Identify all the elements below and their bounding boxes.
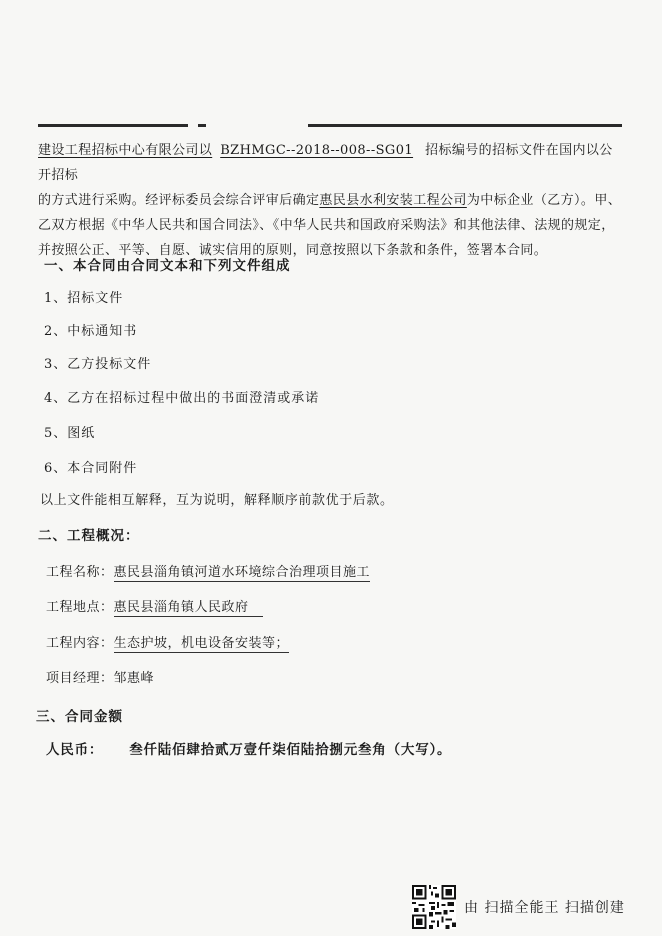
field-label: 工程名称： bbox=[46, 565, 114, 580]
project-site-field bbox=[46, 596, 263, 617]
list-item: 1、招标文件 bbox=[44, 291, 124, 306]
project-name-value: 惠民县淄角镇河道水环境综合治理项目施工 bbox=[114, 561, 371, 582]
list-item: 3、乙方投标文件 bbox=[44, 357, 152, 372]
section3-heading: 三、合同金额 bbox=[36, 709, 123, 725]
scanner-footer-text: 由 扫描全能王 扫描创建 bbox=[464, 900, 625, 916]
list-item: 6、本合同附件 bbox=[44, 461, 138, 476]
field-label: 工程内容： bbox=[46, 636, 114, 651]
intro-paragraph bbox=[38, 138, 626, 263]
qr-code-icon bbox=[412, 885, 456, 929]
intro-line-1: 建设工程招标中心有限公司以 BZHMGC--2018--008--SG01 招标编号的招标文件在国内以公开招标 bbox=[38, 143, 613, 183]
amount-label: 人民币： bbox=[46, 742, 104, 758]
field-label: 工程地点： bbox=[46, 600, 114, 615]
intro-line-3: 乙双方根据《中华人民共和国合同法》、《中华人民共和国政府采购法》和其他法律、法规的规定， bbox=[38, 218, 615, 233]
top-cutoff-line bbox=[38, 118, 622, 134]
contract-amount bbox=[46, 738, 451, 758]
amount-value: 叁仟陆佰肆拾贰万壹仟柒佰陆拾捌元叁角（大写）。 bbox=[129, 742, 452, 758]
winning-bidder: 惠民县水利安装工程公司 bbox=[319, 193, 467, 208]
project-manager-field bbox=[46, 667, 154, 686]
project-site-value: 惠民县淄角镇人民政府 bbox=[114, 596, 263, 617]
project-content-field bbox=[46, 632, 289, 653]
section1-note: 以上文件能相互解释，互为说明，解释顺序前款优于后款。 bbox=[40, 493, 394, 508]
tender-number: BZHMGC--2018--008--SG01 bbox=[220, 143, 414, 158]
project-content-value: 生态护坡，机电设备安装等； bbox=[114, 632, 290, 653]
intro-line-4: 并按照公正、平等、自愿、诚实信用的原则，同意按照以下条款和条件，签署本合同。 bbox=[38, 243, 548, 258]
section2-heading: 二、工程概况： bbox=[38, 528, 140, 544]
intro-line-2: 的方式进行采购。经评标委员会综合评审后确定惠民县水利安装工程公司为中标企业（乙方）。甲、 bbox=[38, 193, 622, 208]
project-manager-value: 邹惠峰 bbox=[113, 671, 155, 686]
list-item: 4、乙方在招标过程中做出的书面澄清或承诺 bbox=[44, 391, 320, 406]
list-item: 2、中标通知书 bbox=[44, 324, 138, 339]
field-label: 项目经理： bbox=[46, 671, 114, 686]
list-item: 5、图纸 bbox=[44, 426, 96, 441]
scanner-footer bbox=[412, 884, 625, 930]
project-name-field bbox=[46, 561, 370, 582]
section1-heading: 一、本合同由合同文本和下列文件组成 bbox=[44, 258, 291, 274]
